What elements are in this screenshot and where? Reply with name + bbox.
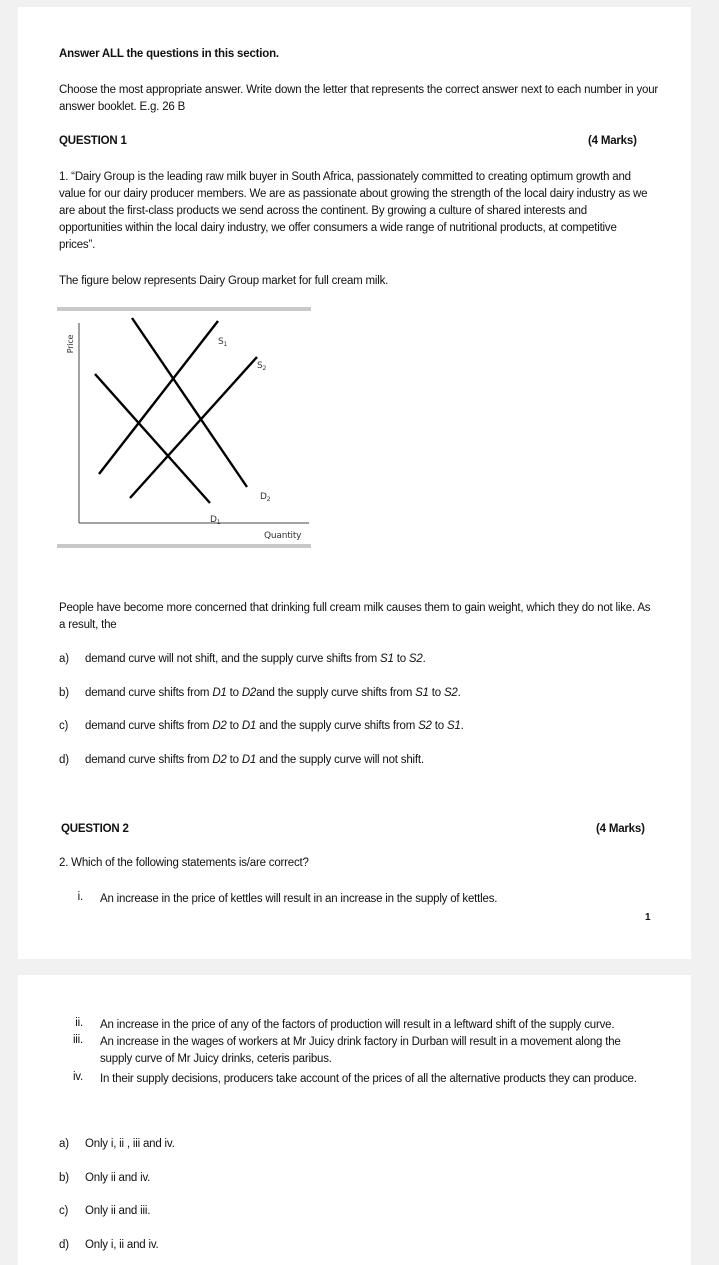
option-letter: b) [59,1172,69,1184]
option-text: demand curve shifts from D2 to D1 and the supply curve will not shift. [85,754,424,766]
option-letter: d) [59,1239,69,1251]
d1-label: $D_1$ [210,515,221,526]
figure-bottom-rule [57,544,311,548]
option-text: Only ii and iv. [85,1172,151,1184]
option-letter: c) [59,1205,69,1217]
option-letter: c) [59,720,69,732]
statement-text: An increase in the price of kettles will result in an increase in the supply of kettles. [100,893,498,905]
option-letter: b) [59,687,69,699]
question-2-marks: (4 Marks) [596,823,645,835]
option-text: Only ii and iii. [85,1205,151,1217]
option-letter: a) [59,653,69,665]
option-text: Only i, ii and iv. [85,1239,159,1251]
option-letter: d) [59,754,69,766]
y-axis-label: Price [66,334,75,354]
figure-top-rule [57,307,311,311]
option-text: demand curve shifts from D2 to D1 and the supply curve shifts from S2 to S1. [85,720,464,732]
statement-number: iv. [72,1071,83,1083]
question-1-stem: People have become more concerned that drinking full cream milk causes them to gain weight, which they do not like. As a result, the [59,602,651,631]
quantity-axis-label: Quantity [264,531,302,541]
statement-text: In their supply decisions, producers take account of the prices of all the alternative products they can produce. [100,1073,637,1085]
instruction-text: Choose the most appropriate answer. Write down the letter that represents the correct answer next to each number in your answer booklet. E.g. 26 B [59,84,659,113]
statement-text: An increase in the price of any of the factors of production will result in a leftward shift of the supply curve. [100,1019,615,1031]
supply-demand-figure [55,304,317,554]
demand-curve-d1 [95,374,210,503]
question-1-marks: (4 Marks) [588,135,637,147]
statement-number: iii. [72,1034,83,1046]
option-text: demand curve shifts from D1 to D2and the supply curve shifts from S1 to S2. [85,687,461,699]
option-text: demand curve will not shift, and the supply curve shifts from S1 to S2. [85,653,426,665]
d2-label: $D_2$ [260,492,271,503]
page-number: 1 [645,912,651,923]
demand-curve-d2 [132,318,247,487]
question-1-title: QUESTION 1 [59,135,127,147]
question-1-text: 1. “Dairy Group is the leading raw milk buyer in South Africa, passionately committed to creating optimum growth and value for our dairy producer members. We are as passionate about growing the strength of the local dairy industry as we are about the first-class products we send across the continent. By growing a culture of shared interests and opportunities within the local dairy industry, we offer consumers a wide range of nutritional products, at competitive prices”. [59,171,648,251]
figure-caption: The figure below represents Dairy Group market for full cream milk. [59,275,389,287]
question-2-text: 2. Which of the following statements is/are correct? [59,857,309,869]
document-page-1 [18,7,691,959]
instruction-heading: Answer ALL the questions in this section. [59,48,279,60]
document-page-2 [18,975,691,1265]
statement-number: i. [77,891,83,903]
s2-label: $S_2$ [257,361,267,372]
supply-curve-s2 [130,357,257,498]
statement-number: ii. [75,1017,83,1029]
question-2-title: QUESTION 2 [61,823,129,835]
s1-label: $S_1$ [218,337,228,348]
statement-text: An increase in the wages of workers at Mr Juicy drink factory in Durban will result in a movement along the supply curve of Mr Juicy drinks, ceteris paribus. [100,1036,621,1065]
option-letter: a) [59,1138,69,1150]
option-text: Only i, ii , iii and iv. [85,1138,175,1150]
